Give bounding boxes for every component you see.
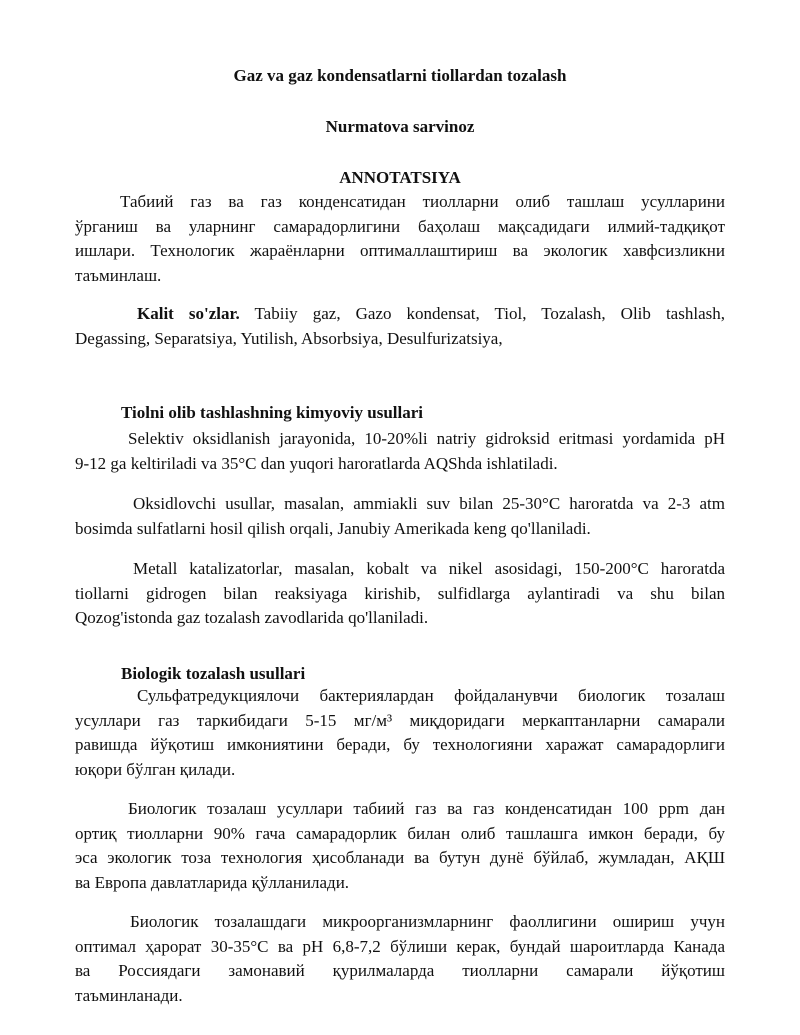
text-line: tiollarni gidrogen bilan reaksiyaga kirishib, sulfidlarga aylantiradi va shu bilan (75, 583, 725, 603)
text-line: усуллари газ таркибидаги 5-15 мг/м³ миқдоридаги меркаптанларни самарали (75, 710, 725, 730)
text-line: Degassing, Separatsiya, Yutilish, Absorbsiya, Desulfurizatsiya, (75, 328, 503, 348)
text-line: Табиий газ ва газ конденсатидан тиолларни олиб ташлаш усулларини (120, 192, 725, 211)
text-line: ва Россиядаги замонавий қурилмаларда тиолларни самарали йўқотиш (75, 961, 725, 980)
text-line: Selektiv oksidlanish jarayonida, 10-20%li natriy gidroksid eritmasi yordamida pH (128, 429, 725, 448)
document-title: Gaz va gaz kondensatlarni tiollardan tozalash (233, 66, 567, 85)
text-line: Биологик тозалаш усуллари табиий газ ва газ конденсатидан 100 ppm дан (128, 799, 725, 818)
text-line: bosimda sulfatlarni hosil qilish orqali, Janubiy Amerikada keng qo'llaniladi. (75, 518, 591, 538)
biological-paragraph-2 (75, 797, 725, 895)
text-line: Metall katalizatorlar, masalan, kobalt va nikel asosidagi, 150-200°C haroratda (133, 559, 725, 578)
text-line: эса экологик тоза технология ҳисобланади ва бутун дунё бўйлаб, жумладан, АҚШ (75, 848, 725, 867)
text-line: ва Европа давлатларида қўлланилади. (75, 872, 350, 892)
chemical-paragraph-2 (75, 492, 725, 541)
chemical-paragraph-1 (75, 427, 725, 476)
text-line: ўрганиш ва уларнинг самарадорлигини баҳолаш мақсадидаги илмий-тадқиқот (75, 216, 725, 236)
text-line: 9-12 ga keltiriladi va 35°C dan yuqori haroratlarda AQShda ishlatiladi. (75, 453, 558, 473)
chemical-paragraph-3 (75, 557, 725, 631)
text-line: юқори бўлган қилади. (75, 759, 236, 779)
text-line: Oksidlovchi usullar, masalan, ammiakli suv bilan 25-30°C haroratda va 2-3 atm (133, 494, 725, 513)
text-line: Сульфатредукциялочи бактериялардан фойдаланувчи биологик тозалаш (137, 686, 725, 705)
text-line: ортиқ тиолларни 90% гача самарадорлик билан олиб ташлашга имкон беради, бу (75, 823, 725, 843)
keywords-line (75, 302, 725, 327)
section-heading-biological: Biologik tozalash usullari (121, 664, 306, 683)
text-line: Qozog'istonda gaz tozalash zavodlarida qo'llaniladi. (75, 608, 429, 627)
author-name: Nurmatova sarvinoz (325, 117, 475, 136)
keywords-text: Tabiiy gaz, Gazo kondensat, Tiol, Tozalash, Olib tashlash, (239, 304, 725, 323)
annotation-heading: ANNOTATSIYA (339, 168, 461, 187)
text-line: равишда йўқотиш имкониятини беради, бу технологияни харажат самарадорлиги (75, 735, 725, 754)
text-line: таъминланади. (75, 985, 183, 1005)
text-line: таъминлаш. (75, 265, 162, 285)
annotation-paragraph (75, 190, 725, 288)
keywords-label: Kalit so'zlar. (137, 304, 240, 323)
text-line: Биологик тозалашдаги микроорганизмларнинг фаоллигини ошириш учун (130, 912, 725, 931)
biological-paragraph-3 (75, 910, 725, 1008)
text-line: оптимал ҳарорат 30-35°C ва pH 6,8-7,2 бўлиши керак, бундай шароитларда Канада (75, 936, 725, 956)
text-line: ишлари. Технологик жараёнларни оптималлаштириш ва экологик хавфсизликни (75, 241, 725, 260)
biological-paragraph-1 (75, 684, 725, 782)
keywords-paragraph (75, 302, 725, 351)
section-heading-chemical: Tiolni olib tashlashning kimyoviy usullari (121, 403, 424, 422)
